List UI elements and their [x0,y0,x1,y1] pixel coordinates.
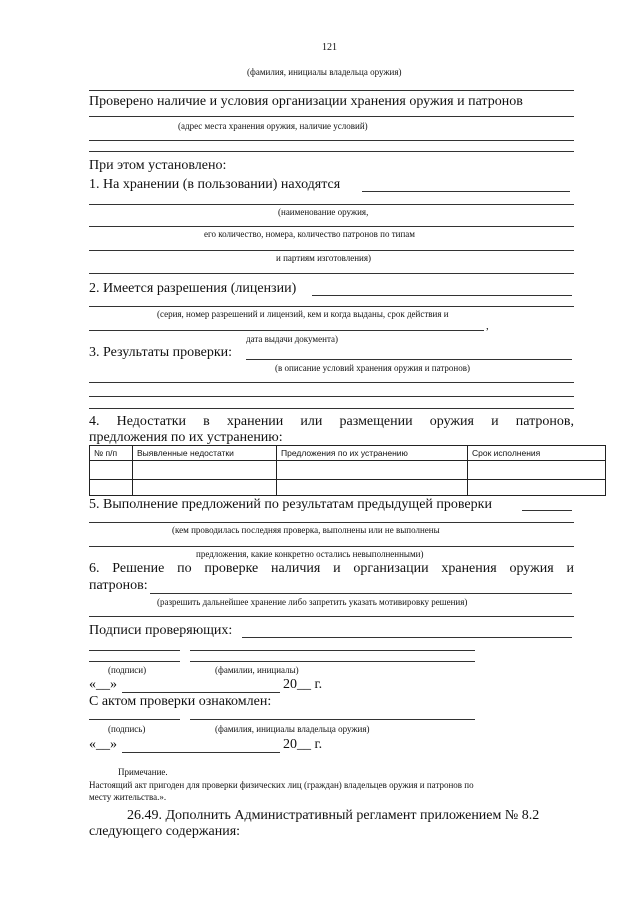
fill-line [122,692,280,693]
signatures-date-year: 20__ г. [283,677,323,692]
address-caption: (адрес места хранения оружия, наличие условий) [178,121,368,131]
table-cell [133,461,277,480]
note-title: Примечание. [118,767,168,777]
item2-comma: , [486,320,489,332]
table-header-cell: № п/п [90,446,133,461]
established-heading: При этом установлено: [89,158,227,173]
acquainted-caption-sign: (подпись) [108,724,146,734]
item2-caption1: (серия, номер разрешений и лицензий, кем и когда выданы, срок действия и [157,309,449,319]
fill-line [89,273,574,274]
item1-caption1: (наименование оружия, [278,207,369,217]
table-cell [468,480,606,496]
fill-line [89,396,574,397]
checked-line: Проверено наличие и условия организации хранения оружия и патронов [89,94,523,109]
item5-label: 5. Выполнение предложений по результатам предыдущей проверки [89,497,492,512]
note-line1: Настоящий акт пригоден для проверки физических лиц (граждан) владельцев оружия и патронов по [89,780,474,790]
fill-line [89,616,574,617]
fill-line [312,295,572,296]
table-cell [90,480,133,496]
table-cell [90,461,133,480]
item2-caption2: дата выдачи документа) [246,334,338,344]
fill-line [89,140,574,141]
acquainted-date-year: 20__ г. [283,737,323,752]
item3-label: 3. Результаты проверки: [89,345,233,360]
table-header-cell: Предложения по их устранению [277,446,468,461]
fill-line [89,204,574,205]
fill-line [89,151,574,152]
fill-line [89,522,574,523]
table-cell [277,480,468,496]
item5-caption1: (кем проводилась последняя проверка, выполнены или не выполнены [172,525,440,535]
note-line2: месту жительства.». [89,792,167,802]
item1-label: 1. На хранении (в пользовании) находятся [89,177,341,192]
fill-line [89,719,180,720]
fill-line [89,226,574,227]
item4-line1: 4. Недостатки в хранении или размещении оружия и патронов, [89,414,574,429]
fill-line [89,650,180,651]
fill-line [362,191,570,192]
signatures-caption-names: (фамилии, инициалы) [215,665,299,675]
deficiencies-table [89,445,606,496]
fill-line [190,719,475,720]
fill-line [89,250,574,251]
item6-line1: 6. Решение по проверке наличия и организации хранения оружия и [89,561,574,576]
fill-line [242,637,572,638]
fill-line [190,661,475,662]
item6-caption: (разрешить дальнейшее хранение либо запретить указать мотивировку решения) [157,597,468,607]
owner-caption: (фамилия, инициалы владельца оружия) [247,67,402,77]
item1-caption2: его количество, номера, количество патронов по типам [204,229,415,239]
table-cell [277,461,468,480]
fill-line [522,510,572,511]
table-cell [468,461,606,480]
fill-line [89,546,574,547]
fill-line [89,408,574,409]
acquainted-caption-names: (фамилия, инициалы владельца оружия) [215,724,370,734]
item5-caption2: предложения, какие конкретно остались невыполненными) [196,549,424,559]
fill-line [89,116,574,117]
amendment-line2: следующего содержания: [89,824,241,839]
table-header-cell: Выявленные недостатки [133,446,277,461]
item3-caption: (в описание условий хранения оружия и патронов) [275,363,470,373]
fill-line [150,593,572,594]
fill-line [89,661,180,662]
amendment-line1: 26.49. Дополнить Административный регламент приложением № 8.2 [127,808,540,823]
item1-caption3: и партиям изготовления) [276,253,372,263]
signatures-date-open: «__» [89,677,117,692]
fill-line [89,330,484,331]
acquainted-date-open: «__» [89,737,117,752]
table-header-cell: Срок исполнения [468,446,606,461]
item2-label: 2. Имеется разрешения (лицензии) [89,281,297,296]
page-number: 121 [322,42,337,53]
item6-line2: патронов: [89,578,148,593]
fill-line [246,359,572,360]
signatures-label: Подписи проверяющих: [89,623,233,638]
fill-line [122,752,280,753]
fill-line [89,306,574,307]
fill-line [89,382,574,383]
item4-line2: предложения по их устранению: [89,430,283,445]
divider-line [89,90,574,91]
acquainted-label: С актом проверки ознакомлен: [89,694,272,709]
fill-line [190,650,475,651]
signatures-caption-sign: (подписи) [108,665,147,675]
table-cell [133,480,277,496]
